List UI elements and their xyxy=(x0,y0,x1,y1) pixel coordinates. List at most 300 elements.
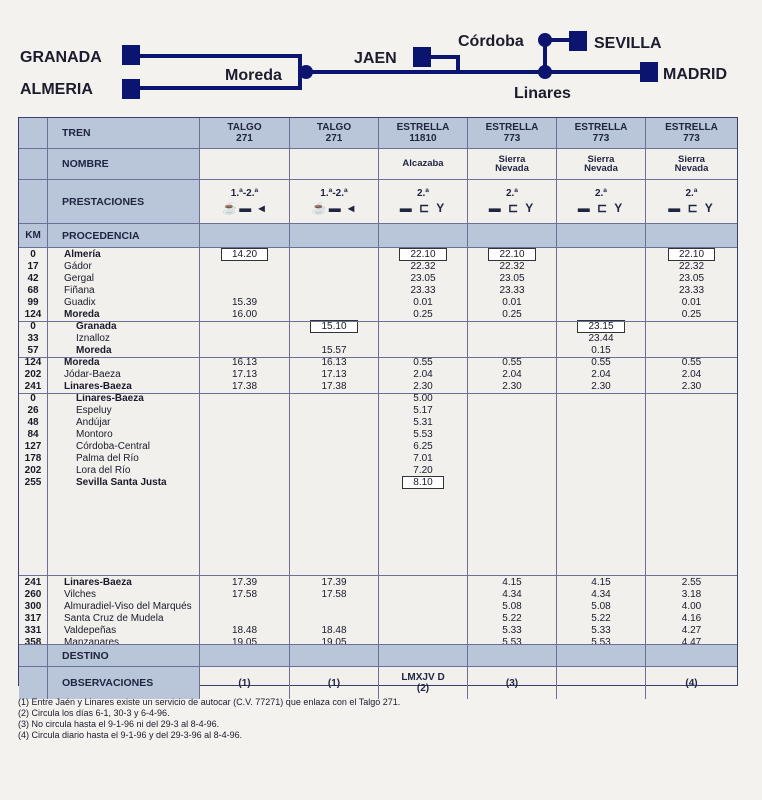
time-value: 3.18 xyxy=(681,589,702,600)
granada-terminal xyxy=(122,45,140,65)
time-value: 22.32 xyxy=(678,261,705,272)
class-label: 1.ª-2.ª xyxy=(320,188,348,199)
time-value: 0.25 xyxy=(502,309,522,320)
km-value: 127 xyxy=(24,441,42,452)
time-value xyxy=(200,613,289,625)
section-divider xyxy=(557,321,645,322)
km-value: 260 xyxy=(24,589,42,600)
granada-label: GRANADA xyxy=(20,49,102,66)
time-value xyxy=(557,393,645,405)
train-name-line: Nevada xyxy=(584,163,618,174)
time-value xyxy=(379,601,467,613)
section-divider xyxy=(19,393,47,394)
section-divider xyxy=(557,393,645,394)
time-value xyxy=(646,249,737,261)
observation xyxy=(646,667,737,699)
station-name: Vilches xyxy=(64,589,97,600)
route-map xyxy=(0,0,762,110)
station-name: Montoro xyxy=(76,429,113,440)
time-value xyxy=(468,345,556,357)
time-value: 19.05 xyxy=(321,637,347,645)
cordoba-label: Córdoba xyxy=(458,33,524,50)
train-number: 773 xyxy=(503,133,521,144)
time-value xyxy=(557,429,645,441)
time-value: 23.05 xyxy=(410,273,436,284)
time-value: 0.55 xyxy=(413,357,433,368)
time-value xyxy=(200,441,289,453)
observation-line: (2) xyxy=(416,683,430,694)
station-name: Linares-Baeza xyxy=(76,393,144,404)
class-label: 2.ª xyxy=(594,188,608,199)
train-number: 271 xyxy=(236,133,253,144)
boxed-time: 8.10 xyxy=(402,476,443,489)
time-value: 22.32 xyxy=(410,261,436,272)
train-services xyxy=(379,180,468,224)
service-icons: ☕▬ ◂ xyxy=(222,201,267,215)
time-value: 23.33 xyxy=(678,285,705,296)
time-value xyxy=(200,333,289,345)
time-value: 0.01 xyxy=(681,297,702,308)
observation xyxy=(200,667,290,699)
km-value: 26 xyxy=(27,405,39,416)
time-value xyxy=(200,261,289,273)
class-label: 2.ª xyxy=(416,188,430,199)
train-name xyxy=(646,149,737,180)
train-type: TALGO xyxy=(227,122,262,133)
madrid-terminal xyxy=(640,62,658,82)
station-name: Córdoba-Central xyxy=(76,441,150,452)
station-name: Moreda xyxy=(64,357,100,368)
station-name: Moreda xyxy=(64,309,100,320)
time-value xyxy=(379,625,467,637)
prestaciones-corner xyxy=(19,180,48,224)
time-value: 5.53 xyxy=(591,637,611,645)
observation xyxy=(557,667,646,699)
class-label: 2.ª xyxy=(685,188,698,199)
time-value xyxy=(557,441,645,453)
time-value: 17.58 xyxy=(231,589,258,600)
km-value: 358 xyxy=(24,637,42,645)
train-name xyxy=(379,149,468,180)
observation xyxy=(290,667,379,699)
observation-line: (1) xyxy=(327,677,341,689)
almeria-label: ALMERIA xyxy=(20,81,93,98)
time-value: 0.55 xyxy=(502,357,522,368)
time-value xyxy=(290,249,378,261)
time-value xyxy=(646,453,737,465)
station-name: Iznalloz xyxy=(76,333,110,344)
train-services xyxy=(468,180,557,224)
time-value: 23.44 xyxy=(588,333,614,344)
section-divider xyxy=(200,393,289,394)
time-column xyxy=(379,576,468,645)
time-value: 17.13 xyxy=(231,369,258,380)
time-value: 5.53 xyxy=(502,637,522,645)
destino-cell xyxy=(468,645,557,667)
km-value: 317 xyxy=(24,613,42,624)
boxed-time: 23.15 xyxy=(577,320,624,333)
km-value: 33 xyxy=(27,333,39,344)
time-value xyxy=(646,441,737,453)
moreda-label: Moreda xyxy=(225,67,282,84)
station-name: Linares-Baeza xyxy=(64,577,132,588)
time-value xyxy=(379,345,467,357)
time-value: 22.32 xyxy=(499,261,525,272)
time-value: 5.33 xyxy=(591,625,611,636)
observaciones-corner xyxy=(19,667,48,699)
km-value: 0 xyxy=(30,321,36,332)
station-column xyxy=(48,576,200,645)
section-divider xyxy=(557,357,645,358)
time-value: 17.39 xyxy=(321,577,347,588)
section-divider xyxy=(48,393,199,394)
time-column xyxy=(646,248,737,576)
train-services xyxy=(290,180,379,224)
time-value xyxy=(646,477,737,489)
time-value: 16.13 xyxy=(321,357,347,368)
train-name-line: Alcazaba xyxy=(402,158,444,170)
service-icons: ▬ ⊏ Y xyxy=(488,201,536,215)
service-icons: ▬ ⊏ Y xyxy=(399,201,447,215)
km-value: 99 xyxy=(27,297,39,308)
section-divider xyxy=(19,357,47,358)
boxed-time: 22.10 xyxy=(488,248,535,261)
sevilla-terminal xyxy=(569,31,587,51)
time-value: 17.39 xyxy=(231,577,258,588)
time-value: 5.08 xyxy=(502,601,522,612)
tren-label: TREN xyxy=(48,118,200,149)
nombre-label: NOMBRE xyxy=(48,149,200,180)
train-number: 11810 xyxy=(409,133,437,144)
time-value xyxy=(379,613,467,625)
time-value xyxy=(200,273,289,285)
observation-line: (1) xyxy=(238,677,251,689)
time-value: 4.27 xyxy=(681,625,702,636)
section-divider xyxy=(200,321,289,322)
section-divider xyxy=(19,321,47,322)
km-value: 202 xyxy=(24,369,42,380)
nombre-corner xyxy=(19,149,48,180)
train-header xyxy=(379,118,468,149)
boxed-time: 14.20 xyxy=(221,248,268,261)
time-value xyxy=(290,477,378,489)
time-value: 17.58 xyxy=(321,589,347,600)
time-value xyxy=(290,453,378,465)
time-column xyxy=(646,576,737,645)
time-value xyxy=(200,601,289,613)
tren-corner xyxy=(19,118,48,149)
time-value xyxy=(379,249,467,261)
section-divider xyxy=(200,357,289,358)
time-value: 5.22 xyxy=(502,613,522,624)
train-name xyxy=(200,149,290,180)
km-value: 124 xyxy=(24,357,42,368)
time-column xyxy=(200,576,290,645)
time-column xyxy=(557,248,646,576)
station-name: Jódar-Baeza xyxy=(64,369,121,380)
time-value xyxy=(290,297,378,309)
time-value xyxy=(468,393,556,405)
time-value xyxy=(290,601,378,613)
time-value: 4.16 xyxy=(681,613,702,624)
km-value: 255 xyxy=(24,477,42,488)
station-name: Santa Cruz de Mudela xyxy=(64,613,164,624)
procedencia-cell xyxy=(290,224,379,248)
linares-junction xyxy=(538,65,552,79)
time-value xyxy=(468,441,556,453)
train-header xyxy=(290,118,379,149)
time-value xyxy=(290,321,378,333)
km-value: 241 xyxy=(24,381,42,392)
time-value xyxy=(557,261,645,273)
observation-line: LMXJV D xyxy=(401,672,445,683)
footnote: (1) Entre Jaén y Linares existe un servicio de autocar (C.V. 77271) que enlaza con el Talgo 271. xyxy=(18,697,401,707)
time-value xyxy=(379,477,467,489)
procedencia-cell xyxy=(646,224,737,248)
section-divider xyxy=(646,393,737,394)
destino-cell xyxy=(557,645,646,667)
time-value: 4.34 xyxy=(502,589,522,600)
train-header xyxy=(646,118,737,149)
destino-cell xyxy=(290,645,379,667)
time-value: 2.04 xyxy=(413,369,433,380)
train-header xyxy=(557,118,646,149)
observation xyxy=(468,667,557,699)
time-value: 2.04 xyxy=(502,369,522,380)
time-value xyxy=(468,429,556,441)
almeria-terminal xyxy=(122,79,140,99)
station-name: Valdepeñas xyxy=(64,625,117,636)
km-column xyxy=(19,576,48,645)
time-value xyxy=(557,417,645,429)
moreda-junction xyxy=(299,65,313,79)
section-divider xyxy=(379,393,467,394)
time-value xyxy=(290,465,378,477)
procedencia-cell xyxy=(200,224,290,248)
km-header: KM xyxy=(19,224,48,248)
time-value: 4.15 xyxy=(591,577,611,588)
service-icons: ☕▬ ◂ xyxy=(311,201,357,215)
station-name: Almería xyxy=(64,249,101,260)
km-value: 331 xyxy=(24,625,42,636)
time-value xyxy=(646,429,737,441)
boxed-time: 22.10 xyxy=(668,248,715,261)
prestaciones-label: PRESTACIONES xyxy=(48,180,200,224)
km-value: 202 xyxy=(24,465,42,476)
station-name: Sevilla Santa Justa xyxy=(76,477,167,488)
observaciones-label: OBSERVACIONES xyxy=(48,667,200,699)
train-name xyxy=(468,149,557,180)
time-value: 6.25 xyxy=(413,441,433,452)
time-value: 2.30 xyxy=(591,381,611,392)
section-divider xyxy=(379,321,467,322)
time-value: 2.04 xyxy=(681,369,702,380)
section-divider xyxy=(290,357,378,358)
section-divider xyxy=(646,357,737,358)
time-value xyxy=(468,465,556,477)
km-value: 84 xyxy=(27,429,39,440)
train-services xyxy=(200,180,290,224)
station-name: Andújar xyxy=(76,417,111,428)
time-value xyxy=(290,333,378,345)
time-value: 16.00 xyxy=(231,309,258,320)
time-column xyxy=(290,248,379,576)
madrid-label: MADRID xyxy=(663,66,727,83)
train-services xyxy=(646,180,737,224)
time-value xyxy=(379,589,467,601)
time-value xyxy=(557,321,645,333)
time-value xyxy=(468,477,556,489)
train-header xyxy=(468,118,557,149)
time-value: 2.30 xyxy=(413,381,433,392)
time-value xyxy=(290,405,378,417)
destino-label: DESTINO xyxy=(48,645,200,667)
service-icons: ▬ ⊏ Y xyxy=(577,201,625,215)
time-value xyxy=(646,417,737,429)
time-value: 23.33 xyxy=(499,285,525,296)
service-icons: ▬ ⊏ Y xyxy=(668,201,715,215)
footnote: (2) Circula los días 6-1, 30-3 y 6-4-96. xyxy=(18,708,170,718)
destino-cell xyxy=(379,645,468,667)
train-name-line: Sierra xyxy=(587,153,615,165)
time-value: 4.15 xyxy=(502,577,522,588)
time-value xyxy=(290,285,378,297)
time-value: 0.15 xyxy=(591,345,611,356)
time-value xyxy=(200,321,289,333)
time-value xyxy=(290,273,378,285)
time-column xyxy=(290,576,379,645)
time-value: 7.01 xyxy=(413,453,433,464)
station-name: Granada xyxy=(76,321,117,332)
time-value: 15.57 xyxy=(321,345,347,356)
time-value xyxy=(200,453,289,465)
time-value xyxy=(379,577,467,589)
footnotes xyxy=(18,697,738,741)
time-value xyxy=(200,417,289,429)
time-value: 0.01 xyxy=(413,297,433,308)
time-value: 23.05 xyxy=(678,273,705,284)
time-value: 2.30 xyxy=(681,381,702,392)
cordoba-junction xyxy=(538,33,552,47)
section-divider xyxy=(48,321,199,322)
time-value xyxy=(557,273,645,285)
section-divider xyxy=(468,393,556,394)
time-value xyxy=(200,429,289,441)
time-value xyxy=(200,345,289,357)
jaen-terminal xyxy=(413,47,431,67)
footnote: (3) No circula hasta el 9-1-96 ni del 29-3 al 8-4-96. xyxy=(18,719,220,729)
time-value: 5.53 xyxy=(413,429,433,440)
linares-label: Linares xyxy=(514,85,571,102)
class-label: 2.ª xyxy=(505,188,519,199)
train-name xyxy=(290,149,379,180)
time-value: 18.48 xyxy=(231,625,258,636)
time-value xyxy=(646,465,737,477)
train-number: 271 xyxy=(325,133,343,144)
observation-line: (3) xyxy=(505,677,519,689)
station-name: Espeluy xyxy=(76,405,112,416)
station-name: Lora del Río xyxy=(76,465,131,476)
procedencia-label: PROCEDENCIA xyxy=(48,224,200,248)
time-value xyxy=(468,321,556,333)
km-value: 300 xyxy=(24,601,42,612)
time-value xyxy=(290,417,378,429)
train-name xyxy=(557,149,646,180)
jaen-label: JAEN xyxy=(354,50,397,67)
footnote: (4) Circula diario hasta el 9-1-96 y del 29-3-96 al 8-4-96. xyxy=(18,730,243,740)
km-value: 241 xyxy=(24,577,42,588)
time-value xyxy=(557,465,645,477)
time-value: 5.17 xyxy=(413,405,433,416)
station-name: Gergal xyxy=(64,273,95,284)
time-value: 23.05 xyxy=(499,273,525,284)
time-value xyxy=(200,249,289,261)
time-value xyxy=(290,613,378,625)
time-value xyxy=(200,465,289,477)
section-divider xyxy=(468,321,556,322)
time-value: 23.33 xyxy=(410,285,436,296)
time-value xyxy=(468,249,556,261)
time-column xyxy=(468,576,557,645)
time-value: 5.33 xyxy=(502,625,522,636)
destino-corner xyxy=(19,645,48,667)
km-value: 0 xyxy=(30,393,36,404)
km-value: 178 xyxy=(24,453,42,464)
station-name: Almuradiel-Viso del Marqués xyxy=(64,601,192,612)
section-divider xyxy=(379,357,467,358)
time-value: 4.47 xyxy=(681,637,702,645)
time-value xyxy=(200,477,289,489)
section-divider xyxy=(468,357,556,358)
time-value: 2.04 xyxy=(591,369,611,380)
section-divider xyxy=(290,393,378,394)
station-name: Palma del Río xyxy=(76,453,139,464)
time-value xyxy=(379,321,467,333)
time-value: 15.39 xyxy=(231,297,258,308)
train-number: 773 xyxy=(683,133,700,144)
time-value xyxy=(646,333,737,345)
observation-line: (4) xyxy=(685,677,698,689)
time-value: 0.25 xyxy=(681,309,702,320)
station-column xyxy=(48,248,200,576)
station-name: Gádor xyxy=(64,261,92,272)
train-type: ESTRELLA xyxy=(665,122,718,133)
boxed-time: 22.10 xyxy=(399,248,446,261)
section-divider xyxy=(290,321,378,322)
time-value: 0.55 xyxy=(681,357,702,368)
time-value: 17.13 xyxy=(321,369,347,380)
station-name: Fiñana xyxy=(64,285,95,296)
station-name: Manzanares xyxy=(64,637,120,645)
time-value: 2.55 xyxy=(681,577,702,588)
time-value: 0.55 xyxy=(591,357,611,368)
boxed-time: 15.10 xyxy=(310,320,357,333)
sevilla-label: SEVILLA xyxy=(594,35,662,52)
timetable xyxy=(18,117,738,694)
time-value xyxy=(646,393,737,405)
class-label: 1.ª-2.ª xyxy=(230,188,259,199)
time-value xyxy=(290,441,378,453)
time-value xyxy=(290,261,378,273)
time-value xyxy=(468,453,556,465)
time-value: 5.31 xyxy=(413,417,433,428)
time-value xyxy=(557,405,645,417)
time-value xyxy=(557,477,645,489)
section-divider xyxy=(646,321,737,322)
time-value: 4.00 xyxy=(681,601,702,612)
time-column xyxy=(468,248,557,576)
time-value: 16.13 xyxy=(231,357,258,368)
